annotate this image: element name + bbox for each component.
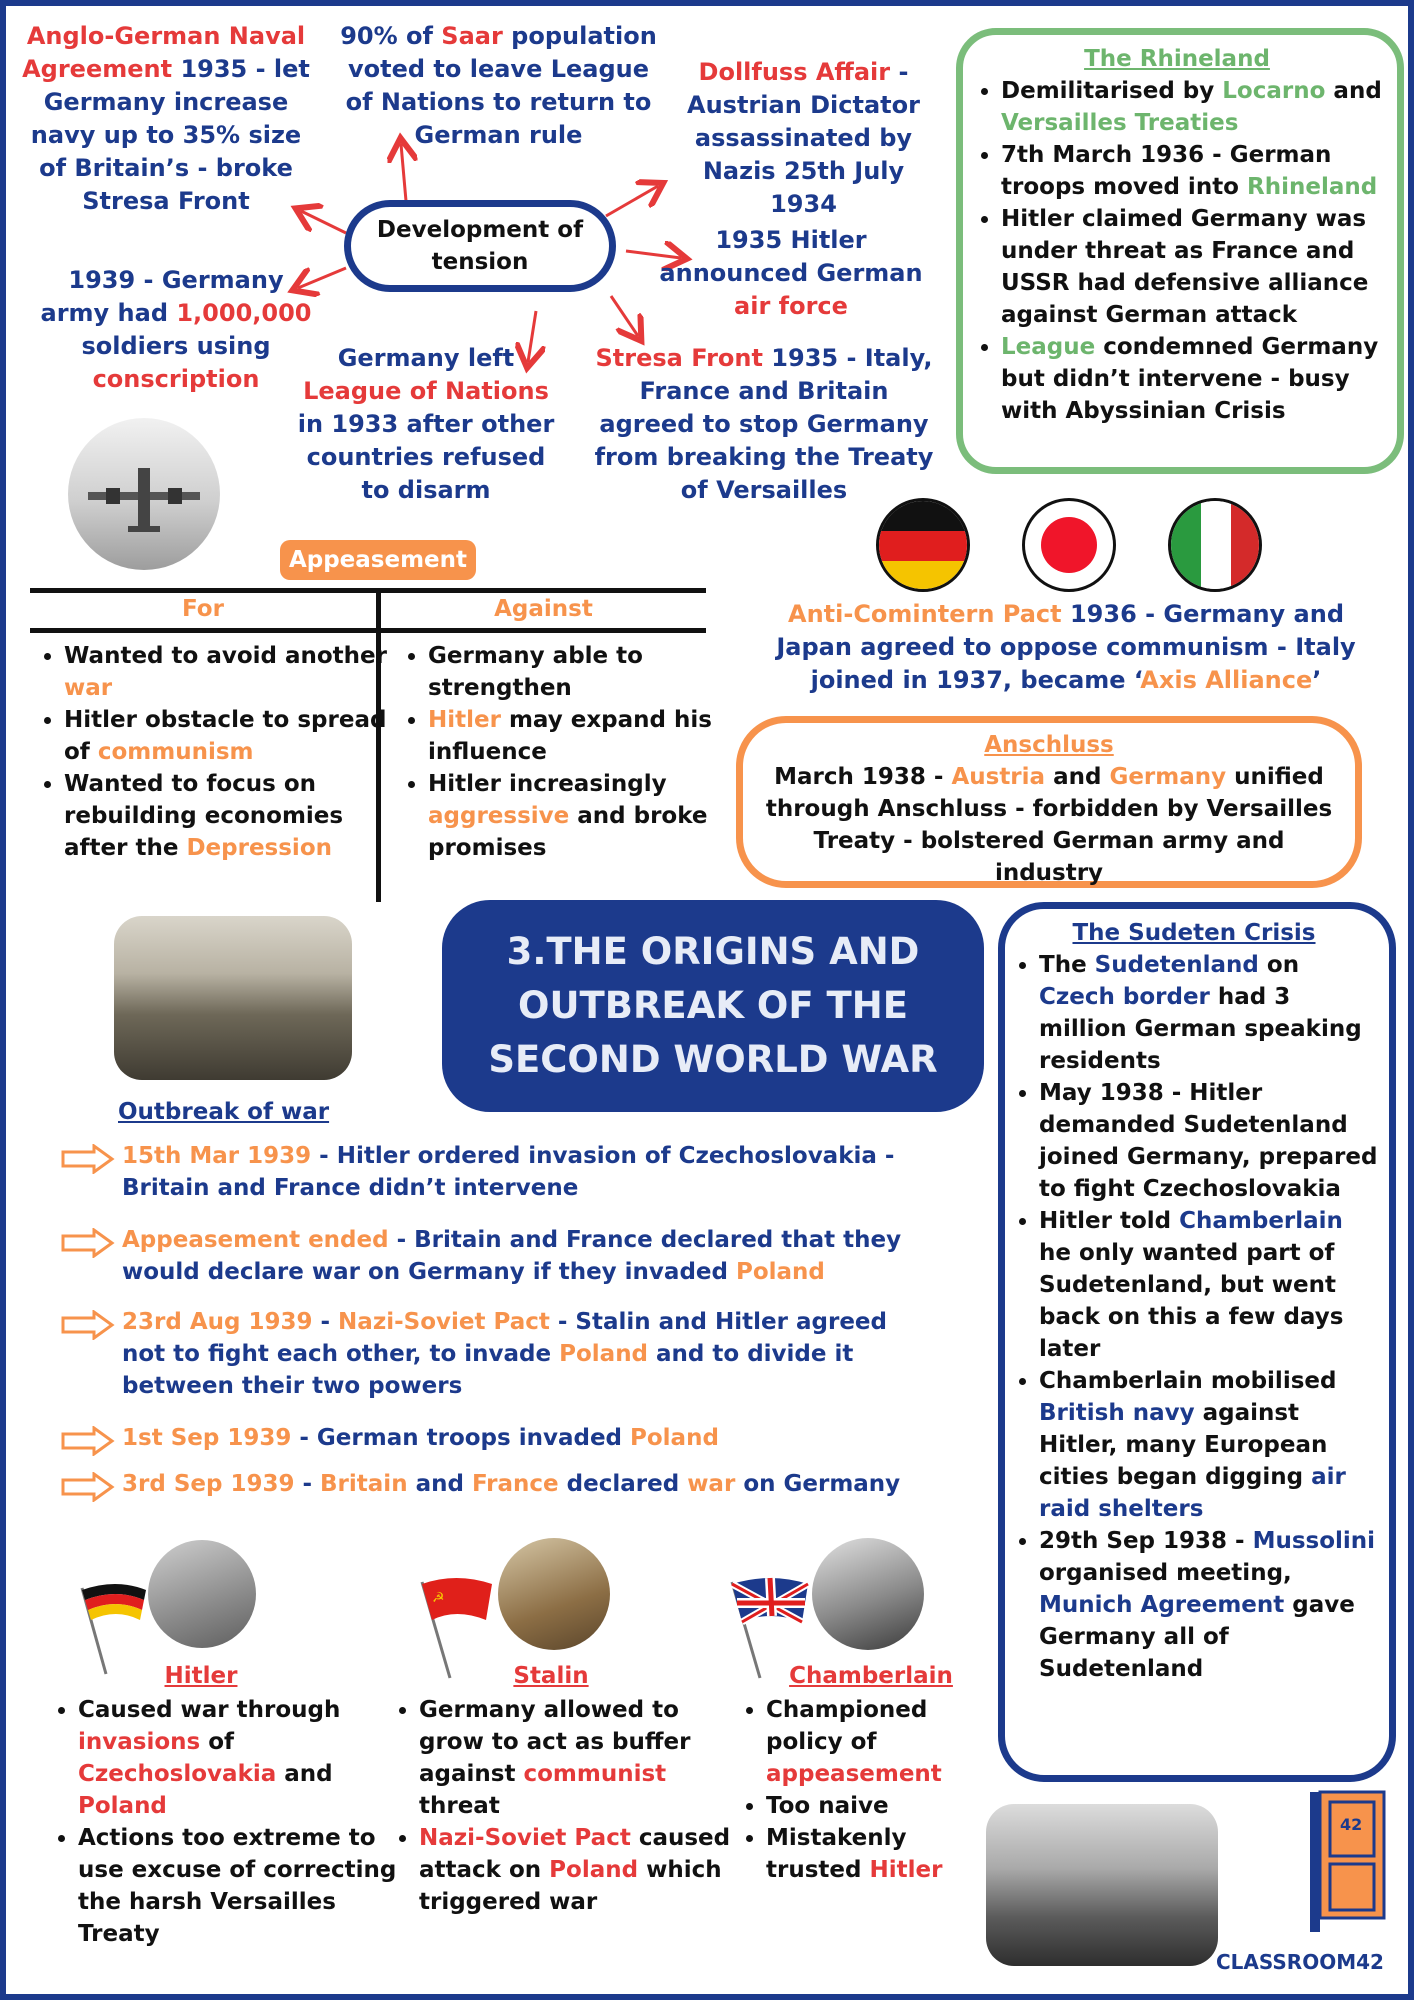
rhineland-bullet: • Hitler claimed Germany was under threat as France and USSR had defensive alliance against German attack <box>1001 203 1383 331</box>
for-item: • Wanted to avoid another war <box>64 640 394 704</box>
outbreak-item: Appeasement ended - Britain and France declared that they would declare war on Germany if they invaded Poland <box>60 1224 920 1306</box>
arrow-icon <box>611 296 638 336</box>
sudeten-heading: The Sudeten Crisis <box>1072 920 1316 946</box>
book-logo-icon <box>1306 1786 1390 1936</box>
rhineland-bullet: • 7th March 1936 - German troops moved into Rhineland <box>1001 139 1383 203</box>
against-item: • Germany able to strengthen <box>428 640 728 704</box>
anschluss-box <box>736 716 1362 888</box>
arrow-icon <box>606 186 658 216</box>
sudeten-bullet: • The Sudetenland on Czech border had 3 million German speaking residents <box>1039 949 1379 1077</box>
sudeten-bullet: • Chamberlain mobilised British navy against Hitler, many European cities began digging air raid shelters <box>1039 1365 1379 1525</box>
anschluss-text: March 1938 - Austria and Germany unified through Anschluss - forbidden by Versailles Treaty - bolstered German army and industry <box>765 764 1333 886</box>
page-title <box>442 900 984 1112</box>
chamberlain-bullet: • Mistakenly trusted Hitler <box>766 1822 1006 1886</box>
german-flag-icon <box>876 498 970 592</box>
arrow-icon <box>401 144 406 201</box>
chamberlain-name: Chamberlain <box>789 1663 953 1689</box>
for-item: • Hitler obstacle to spread of communism <box>64 704 394 768</box>
hub-label-2: tension <box>431 249 529 275</box>
stalin-bullet: • Germany allowed to grow to act as buffer against communist threat <box>419 1694 749 1822</box>
sudeten-box <box>998 902 1396 1782</box>
rhineland-bullet: • League condemned Germany but didn’t intervene - busy with Abyssinian Crisis <box>1001 331 1383 427</box>
stalin-photo <box>498 1538 610 1650</box>
outbreak-heading: Outbreak of war <box>118 1099 330 1125</box>
brand-number: 42 <box>1340 1815 1363 1834</box>
svg-text:☭: ☭ <box>432 1590 445 1606</box>
outbreak-item: 1st Sep 1939 - German troops invaded Poland <box>60 1422 920 1468</box>
rhineland-box <box>956 28 1404 474</box>
troops-photo <box>114 916 352 1080</box>
for-item: • Wanted to focus on rebuilding economies after the Depression <box>64 768 394 864</box>
hub-label-1: Development of <box>376 217 584 243</box>
hand-arrow-icon <box>60 1228 116 1258</box>
chamberlain-bullet: • Championed policy of appeasement <box>766 1694 1006 1790</box>
jet-photo <box>68 418 220 570</box>
hitler-bullet: • Caused war through invasions of Czechoslovakia and Poland <box>78 1694 398 1822</box>
anschluss-heading: Anschluss <box>984 732 1114 758</box>
sudeten-bullet: • Hitler told Chamberlain he only wanted part of Sudetenland, but went back on this a few days later <box>1039 1205 1379 1365</box>
stalin-name: Stalin <box>513 1663 589 1689</box>
hand-arrow-icon <box>60 1472 116 1502</box>
hand-arrow-icon <box>60 1310 116 1340</box>
against-item: • Hitler may expand his influence <box>428 704 728 768</box>
title-line-1: 3.THE ORIGINS AND <box>506 930 920 973</box>
japanese-flag-icon <box>1022 498 1116 592</box>
stalin-list <box>391 1694 749 1918</box>
against-item: • Hitler increasingly aggressive and broke promises <box>428 768 728 864</box>
hitler-name: Hitler <box>164 1663 238 1689</box>
hitler-photo <box>148 1540 256 1648</box>
convoy-photo <box>986 1804 1218 1966</box>
title-line-2: OUTBREAK OF THE <box>518 984 908 1027</box>
rhineland-bullet: • Demilitarised by Locarno and Versailles Treaties <box>1001 75 1383 139</box>
rhineland-heading: The Rhineland <box>1084 46 1270 72</box>
air-force-note: 1935 Hitler announced German air force <box>659 226 923 320</box>
tension-hub <box>344 200 616 292</box>
army-note: 1939 - Germany army had 1,000,000 soldiers using conscription <box>40 266 312 393</box>
against-heading: Against <box>494 596 593 622</box>
hand-arrow-icon <box>60 1426 116 1456</box>
against-list <box>400 640 728 864</box>
hand-arrow-icon <box>60 1144 116 1174</box>
league-note: Germany left League of Nations in 1933 after other countries refused to disarm <box>297 344 555 504</box>
appeasement-header-rule <box>30 628 706 633</box>
outbreak-item: 23rd Aug 1939 - Nazi-Soviet Pact - Stalin and Hitler agreed not to fight each other, to invade Poland and to divide it between their two powers <box>60 1306 920 1422</box>
chamberlain-list <box>738 1694 1006 1886</box>
soviet-flag-icon <box>416 1572 496 1682</box>
outbreak-item: 15th Mar 1939 - Hitler ordered invasion of Czechoslovakia - Britain and France didn’t intervene <box>60 1140 920 1224</box>
title-line-3: SECOND WORLD WAR <box>488 1038 938 1081</box>
chamberlain-bullet: • Too naive <box>766 1790 1006 1822</box>
dollfuss-note: Dollfuss Affair - Austrian Dictator assassinated by Nazis 25th July 1934 <box>687 58 920 218</box>
brand-name: CLASSROOM42 <box>1216 1950 1384 1974</box>
appeasement-heading: Appeasement <box>280 540 476 580</box>
hitler-list <box>50 1694 398 1950</box>
stalin-bullet: • Nazi-Soviet Pact caused attack on Poland which triggered war <box>419 1822 749 1918</box>
hitler-bullet: • Actions too extreme to use excuse of correcting the harsh Versailles Treaty <box>78 1822 398 1950</box>
saar-note: 90% of Saar population voted to leave League of Nations to return to German rule <box>340 22 657 149</box>
stresa-note: Stresa Front 1935 - Italy, France and Britain agreed to stop Germany from breaking the Treaty of Versailles <box>594 344 934 504</box>
jet-image <box>68 418 220 570</box>
italian-flag-icon <box>1168 498 1262 592</box>
for-list <box>36 640 394 864</box>
outbreak-item: 3rd Sep 1939 - Britain and France declared war on Germany <box>60 1468 920 1514</box>
naval-agreement-note: Anglo-German Naval Agreement 1935 - let Germany increase navy up to 35% size of Britain’s - broke Stresa Front <box>22 22 310 215</box>
for-heading: For <box>182 596 224 622</box>
chamberlain-photo <box>812 1538 924 1650</box>
anti-comintern-note: Anti-Comintern Pact 1936 - Germany and Japan agreed to oppose communism - Italy joined in 1937, became ‘Axis Alliance’ <box>776 600 1356 694</box>
outbreak-list <box>60 1140 920 1514</box>
sudeten-bullet: • 29th Sep 1938 - Mussolini organised meeting, Munich Agreement gave Germany all of Sudetenland <box>1039 1525 1379 1685</box>
sudeten-bullet: • May 1938 - Hitler demanded Sudetenland joined Germany, prepared to fight Czechoslovakia <box>1039 1077 1379 1205</box>
